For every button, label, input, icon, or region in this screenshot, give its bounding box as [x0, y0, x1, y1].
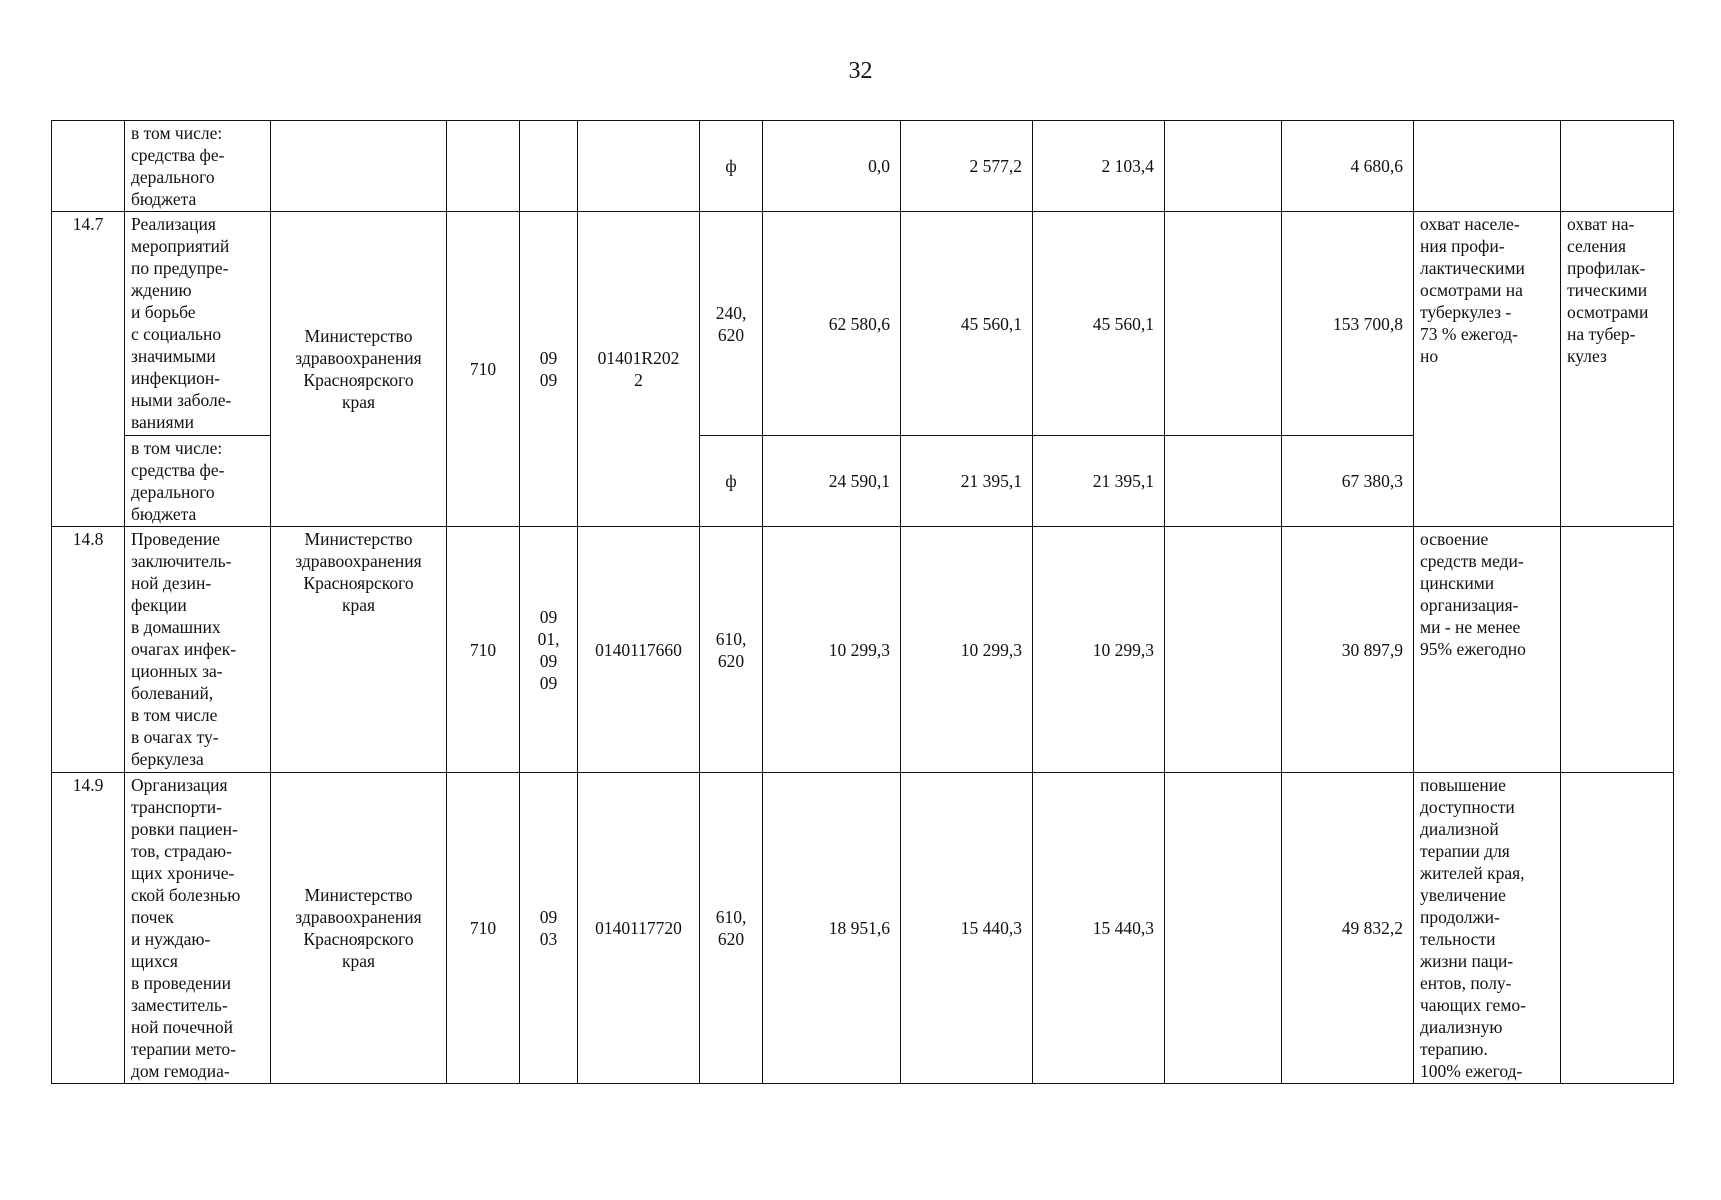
table-row-14-7 [52, 212, 1674, 436]
cell-desc: Организация транспорти- ровки пациен- тов, страдаю- щих хрониче- ской болезнью почек и нуждаю- щихся в проведении заместитель- ной почечной терапии мето- дом гемодиа- [125, 773, 271, 1084]
cell-empty [1165, 212, 1282, 436]
cell-ministry: Министерство здравоохранения Красноярского края [271, 773, 447, 1084]
cell-total: 67 380,3 [1282, 436, 1414, 527]
cell-grbs: 710 [447, 212, 520, 527]
cell-grbs [447, 121, 520, 212]
cell-year1: 10 299,3 [763, 527, 901, 773]
cell-csr: 0140117720 [578, 773, 700, 1084]
cell-year1: 18 951,6 [763, 773, 901, 1084]
cell-year3: 21 395,1 [1033, 436, 1165, 527]
cell-year1: 24 590,1 [763, 436, 901, 527]
cell-num: 14.7 [52, 212, 125, 527]
cell-ministry: Министерство здравоохранения Красноярского края [271, 527, 447, 773]
cell-csr [578, 121, 700, 212]
cell-year3: 15 440,3 [1033, 773, 1165, 1084]
cell-result [1414, 121, 1561, 212]
cell-total: 4 680,6 [1282, 121, 1414, 212]
cell-vr: 610, 620 [700, 527, 763, 773]
cell-num: 14.8 [52, 527, 125, 773]
cell-desc: Проведение заключитель- ной дезин- фекции в домашних очагах инфек- ционных за- болеваний, в том числе в очагах ту- беркулеза [125, 527, 271, 773]
cell-rzpr: 09 03 [520, 773, 578, 1084]
cell-result: освоение средств меди- цинскими организация- ми - не менее 95% ежегодно [1414, 527, 1561, 773]
cell-empty [1165, 436, 1282, 527]
cell-total: 49 832,2 [1282, 773, 1414, 1084]
table-row-14-9 [52, 773, 1674, 1084]
cell-year2: 21 395,1 [901, 436, 1033, 527]
cell-ministry [271, 121, 447, 212]
cell-total: 153 700,8 [1282, 212, 1414, 436]
cell-vr: 240, 620 [700, 212, 763, 436]
cell-vr: ф [700, 121, 763, 212]
cell-year1: 62 580,6 [763, 212, 901, 436]
cell-indicator: охват на- селения профилак- тическими осмотрами на тубер- кулез [1561, 212, 1674, 527]
cell-rzpr: 09 01, 09 09 [520, 527, 578, 773]
cell-rzpr [520, 121, 578, 212]
cell-year2: 15 440,3 [901, 773, 1033, 1084]
cell-rzpr: 09 09 [520, 212, 578, 527]
cell-vr: 610, 620 [700, 773, 763, 1084]
cell-year3: 10 299,3 [1033, 527, 1165, 773]
cell-indicator [1561, 121, 1674, 212]
cell-num [52, 121, 125, 212]
cell-vr: ф [700, 436, 763, 527]
cell-result: повышение доступности диализной терапии для жителей края, увеличение продолжи- тельности жизни паци- ентов, полу- чающих гемо- диализную терапию. 100% ежегод- [1414, 773, 1561, 1084]
cell-empty [1165, 527, 1282, 773]
cell-year1: 0,0 [763, 121, 901, 212]
cell-ministry: Министерство здравоохранения Красноярского края [271, 212, 447, 527]
cell-indicator [1561, 527, 1674, 773]
cell-empty [1165, 121, 1282, 212]
cell-year3: 45 560,1 [1033, 212, 1165, 436]
cell-year2: 10 299,3 [901, 527, 1033, 773]
cell-result: охват населе- ния профи- лактическими осмотрами на туберкулез - 73 % ежегод- но [1414, 212, 1561, 527]
cell-total: 30 897,9 [1282, 527, 1414, 773]
cell-grbs: 710 [447, 527, 520, 773]
program-measures-table [51, 120, 1674, 1084]
cell-indicator [1561, 773, 1674, 1084]
cell-desc: в том числе: средства фе- дерального бюджета [125, 436, 271, 527]
cell-csr: 01401R202 2 [578, 212, 700, 527]
cell-desc: в том числе: средства фе- дерального бюджета [125, 121, 271, 212]
page-number: 32 [848, 58, 873, 84]
table-row-14-8 [52, 527, 1674, 773]
table-row-fed-top [52, 121, 1674, 212]
cell-empty [1165, 773, 1282, 1084]
cell-num: 14.9 [52, 773, 125, 1084]
cell-grbs: 710 [447, 773, 520, 1084]
cell-year3: 2 103,4 [1033, 121, 1165, 212]
cell-year2: 2 577,2 [901, 121, 1033, 212]
cell-year2: 45 560,1 [901, 212, 1033, 436]
cell-desc: Реализация мероприятий по предупре- ждению и борьбе с социально значимыми инфекцион- ными заболе- ваниями [125, 212, 271, 436]
cell-csr: 0140117660 [578, 527, 700, 773]
